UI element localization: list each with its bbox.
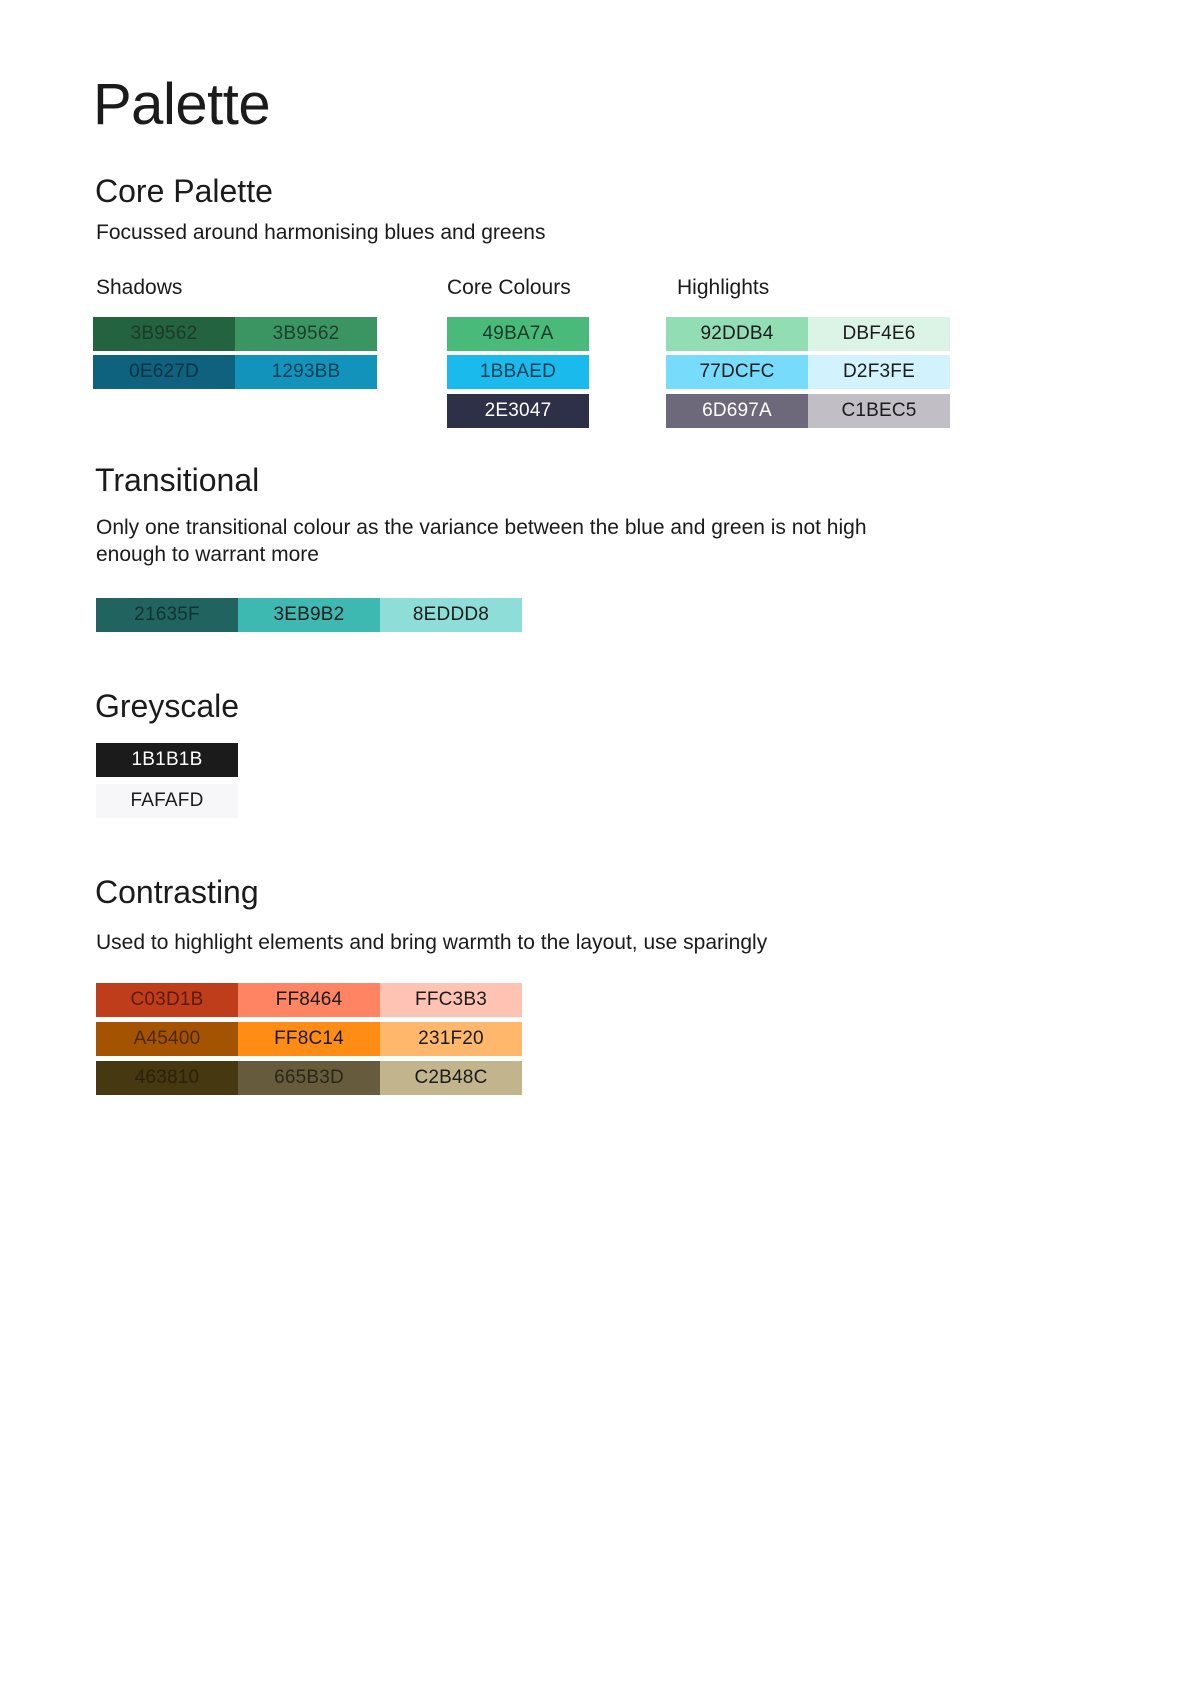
- core-palette-description: Focussed around harmonising blues and greens: [96, 221, 546, 244]
- core-colour-swatch: 1BBAED: [447, 355, 589, 389]
- greyscale-swatch: FAFAFD: [96, 784, 238, 818]
- highlight-swatch: C1BEC5: [808, 394, 950, 428]
- shadows-label: Shadows: [96, 276, 183, 299]
- greyscale-swatch: 1B1B1B: [96, 743, 238, 777]
- contrasting-swatch: C03D1B: [96, 983, 238, 1017]
- transitional-description-line1: Only one transitional colour as the variance between the blue and green is not high: [96, 516, 867, 539]
- core-palette-heading: Core Palette: [95, 173, 273, 209]
- contrasting-swatch: A45400: [96, 1022, 238, 1056]
- highlight-swatch: 77DCFC: [666, 355, 808, 389]
- shadows-swatch: 3B9562: [235, 317, 377, 351]
- transitional-swatch: 8EDDD8: [380, 598, 522, 632]
- contrasting-swatch: C2B48C: [380, 1061, 522, 1095]
- highlight-swatch: DBF4E6: [808, 317, 950, 351]
- contrasting-swatch: FF8C14: [238, 1022, 380, 1056]
- transitional-swatch: 21635F: [96, 598, 238, 632]
- transitional-swatch: 3EB9B2: [238, 598, 380, 632]
- contrasting-heading: Contrasting: [95, 874, 259, 910]
- transitional-description-line2: enough to warrant more: [96, 543, 319, 566]
- core-colour-swatch: 2E3047: [447, 394, 589, 428]
- highlight-swatch: 92DDB4: [666, 317, 808, 351]
- contrasting-swatch: 463810: [96, 1061, 238, 1095]
- highlight-swatch: 6D697A: [666, 394, 808, 428]
- transitional-heading: Transitional: [95, 462, 260, 498]
- contrasting-swatch: 665B3D: [238, 1061, 380, 1095]
- contrasting-description: Used to highlight elements and bring warmth to the layout, use sparingly: [96, 931, 768, 954]
- contrasting-swatch: 231F20: [380, 1022, 522, 1056]
- shadows-swatch: 0E627D: [93, 355, 235, 389]
- page-title: Palette: [93, 72, 271, 137]
- greyscale-heading: Greyscale: [95, 688, 240, 724]
- shadows-swatch: 3B9562: [93, 317, 235, 351]
- contrasting-swatch: FFC3B3: [380, 983, 522, 1017]
- contrasting-swatch: FF8464: [238, 983, 380, 1017]
- shadows-swatch: 1293BB: [235, 355, 377, 389]
- core-colour-swatch: 49BA7A: [447, 317, 589, 351]
- highlight-swatch: D2F3FE: [808, 355, 950, 389]
- core-colours-label: Core Colours: [447, 276, 571, 299]
- highlights-label: Highlights: [677, 276, 770, 299]
